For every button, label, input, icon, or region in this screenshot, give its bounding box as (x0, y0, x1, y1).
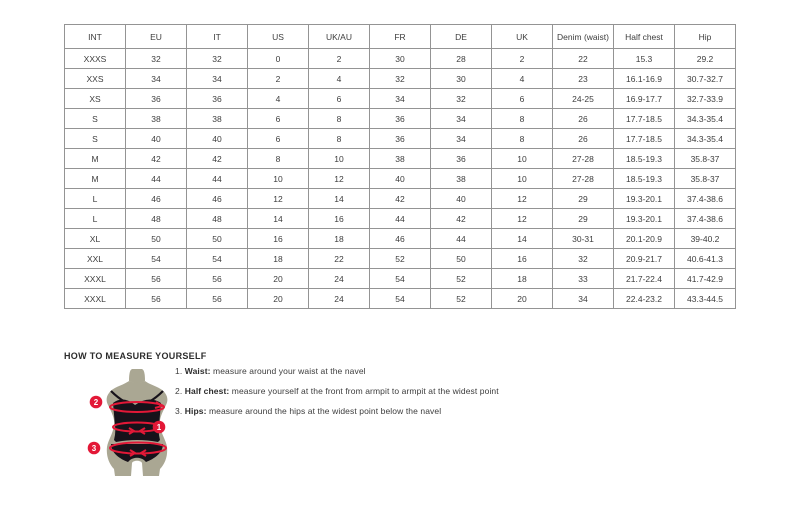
column-header: DE (431, 25, 492, 49)
size-value-cell: 16.9-17.7 (614, 89, 675, 109)
size-value-cell: 39-40.2 (675, 229, 736, 249)
size-value-cell: 29 (553, 209, 614, 229)
column-header: US (248, 25, 309, 49)
size-value-cell: 42 (126, 149, 187, 169)
size-value-cell: 38 (431, 169, 492, 189)
size-value-cell: 41.7-42.9 (675, 269, 736, 289)
measure-item-number: 2. (175, 386, 185, 396)
size-value-cell: 17.7-18.5 (614, 129, 675, 149)
size-label-cell: M (65, 169, 126, 189)
size-value-cell: 52 (431, 289, 492, 309)
size-value-cell: 43.3-44.5 (675, 289, 736, 309)
column-header: Hip (675, 25, 736, 49)
size-value-cell: 6 (492, 89, 553, 109)
size-value-cell: 32 (187, 49, 248, 69)
size-value-cell: 40 (370, 169, 431, 189)
measurement-figure (80, 368, 192, 483)
size-value-cell: 35.8-37 (675, 169, 736, 189)
size-value-cell: 32 (370, 69, 431, 89)
measure-item-text: measure around your waist at the navel (210, 366, 366, 376)
size-value-cell: 8 (492, 109, 553, 129)
size-label-cell: XXXL (65, 289, 126, 309)
size-label-cell: XXXS (65, 49, 126, 69)
size-value-cell: 48 (126, 209, 187, 229)
measure-item-term: Waist: (184, 366, 211, 376)
size-value-cell: 40 (431, 189, 492, 209)
size-value-cell: 40 (126, 129, 187, 149)
size-value-cell: 44 (431, 229, 492, 249)
size-value-cell: 24 (309, 269, 370, 289)
size-value-cell: 8 (492, 129, 553, 149)
size-value-cell: 20 (248, 289, 309, 309)
size-value-cell: 10 (248, 169, 309, 189)
size-value-cell: 10 (492, 169, 553, 189)
measure-list (175, 366, 499, 426)
size-value-cell: 24 (309, 289, 370, 309)
size-value-cell: 20.1-20.9 (614, 229, 675, 249)
size-value-cell: 4 (248, 89, 309, 109)
marker-waist (153, 421, 166, 434)
size-value-cell: 32 (126, 49, 187, 69)
size-value-cell: 18.5-19.3 (614, 169, 675, 189)
size-value-cell: 6 (248, 109, 309, 129)
size-label-cell: L (65, 209, 126, 229)
size-value-cell: 30 (431, 69, 492, 89)
size-value-cell: 26 (553, 129, 614, 149)
mannequin-illustration (80, 368, 192, 483)
size-value-cell: 29 (553, 189, 614, 209)
size-value-cell: 56 (187, 269, 248, 289)
size-value-cell: 34 (187, 69, 248, 89)
size-value-cell: 16 (248, 229, 309, 249)
size-value-cell: 32 (553, 249, 614, 269)
measure-item-text: measure around the hips at the widest point below the navel (206, 406, 442, 416)
size-value-cell: 20.9-21.7 (614, 249, 675, 269)
measure-item-number: 1. (175, 366, 185, 376)
size-label-cell: S (65, 129, 126, 149)
size-value-cell: 36 (431, 149, 492, 169)
size-value-cell: 0 (248, 49, 309, 69)
column-header: Half chest (614, 25, 675, 49)
table-header-row (65, 25, 736, 49)
size-label-cell: M (65, 149, 126, 169)
table-row (65, 129, 736, 149)
size-value-cell: 30.7-32.7 (675, 69, 736, 89)
size-value-cell: 2 (248, 69, 309, 89)
size-label-cell: XXXL (65, 269, 126, 289)
column-header: INT (65, 25, 126, 49)
size-value-cell: 34 (431, 129, 492, 149)
size-value-cell: 40 (187, 129, 248, 149)
size-value-cell: 18 (309, 229, 370, 249)
size-value-cell: 16 (309, 209, 370, 229)
size-value-cell: 33 (553, 269, 614, 289)
table-row (65, 69, 736, 89)
size-value-cell: 35.8-37 (675, 149, 736, 169)
size-value-cell: 46 (370, 229, 431, 249)
size-value-cell: 50 (187, 229, 248, 249)
size-value-cell: 22 (309, 249, 370, 269)
size-value-cell: 48 (187, 209, 248, 229)
table-row (65, 49, 736, 69)
size-chart-table (64, 24, 736, 309)
size-value-cell: 44 (187, 169, 248, 189)
size-value-cell: 54 (126, 249, 187, 269)
size-value-cell: 54 (370, 269, 431, 289)
size-value-cell: 14 (248, 209, 309, 229)
size-value-cell: 52 (431, 269, 492, 289)
size-value-cell: 44 (126, 169, 187, 189)
size-value-cell: 16 (492, 249, 553, 269)
size-value-cell: 4 (309, 69, 370, 89)
marker-chest (90, 396, 103, 409)
svg-text:1: 1 (156, 423, 162, 432)
size-value-cell: 30 (370, 49, 431, 69)
size-label-cell: XXL (65, 249, 126, 269)
size-value-cell: 19.3-20.1 (614, 189, 675, 209)
table-row (65, 109, 736, 129)
size-value-cell: 36 (370, 109, 431, 129)
size-value-cell: 54 (370, 289, 431, 309)
table-row (65, 89, 736, 109)
size-value-cell: 10 (309, 149, 370, 169)
size-value-cell: 19.3-20.1 (614, 209, 675, 229)
size-value-cell: 50 (431, 249, 492, 269)
measure-item-text: measure yourself at the front from armpit to armpit at the widest point (229, 386, 499, 396)
size-value-cell: 12 (309, 169, 370, 189)
column-header: IT (187, 25, 248, 49)
size-label-cell: L (65, 189, 126, 209)
swimsuit-top (113, 399, 161, 442)
size-value-cell: 16.1-16.9 (614, 69, 675, 89)
size-label-cell: XXS (65, 69, 126, 89)
table-row (65, 249, 736, 269)
size-value-cell: 12 (492, 209, 553, 229)
size-value-cell: 34 (370, 89, 431, 109)
table-row (65, 209, 736, 229)
size-value-cell: 8 (248, 149, 309, 169)
size-value-cell: 34.3-35.4 (675, 109, 736, 129)
table-row (65, 189, 736, 209)
size-value-cell: 38 (370, 149, 431, 169)
size-value-cell: 12 (248, 189, 309, 209)
size-value-cell: 12 (492, 189, 553, 209)
size-value-cell: 20 (492, 289, 553, 309)
size-value-cell: 32.7-33.9 (675, 89, 736, 109)
table-row (65, 269, 736, 289)
size-value-cell: 42 (431, 209, 492, 229)
size-value-cell: 14 (492, 229, 553, 249)
size-chart-section (64, 24, 736, 309)
size-value-cell: 50 (126, 229, 187, 249)
size-value-cell: 34.3-35.4 (675, 129, 736, 149)
size-value-cell: 54 (187, 249, 248, 269)
size-value-cell: 17.7-18.5 (614, 109, 675, 129)
size-value-cell: 22.4-23.2 (614, 289, 675, 309)
measure-item (175, 386, 499, 396)
size-value-cell: 44 (370, 209, 431, 229)
size-value-cell: 2 (309, 49, 370, 69)
measure-item-term: Hips: (184, 406, 207, 416)
size-value-cell: 32 (431, 89, 492, 109)
size-value-cell: 22 (553, 49, 614, 69)
size-value-cell: 34 (126, 69, 187, 89)
table-row (65, 229, 736, 249)
size-value-cell: 8 (309, 109, 370, 129)
marker-hips (88, 442, 101, 455)
size-value-cell: 37.4-38.6 (675, 209, 736, 229)
size-value-cell: 52 (370, 249, 431, 269)
size-value-cell: 26 (553, 109, 614, 129)
svg-text:3: 3 (91, 444, 97, 453)
column-header: Denim (waist) (553, 25, 614, 49)
size-value-cell: 56 (187, 289, 248, 309)
size-label-cell: XS (65, 89, 126, 109)
measure-item-term: Half chest: (184, 386, 230, 396)
measure-item (175, 406, 499, 416)
size-value-cell: 20 (248, 269, 309, 289)
size-value-cell: 29.2 (675, 49, 736, 69)
size-value-cell: 34 (431, 109, 492, 129)
column-header: UK/AU (309, 25, 370, 49)
size-value-cell: 21.7-22.4 (614, 269, 675, 289)
size-value-cell: 14 (309, 189, 370, 209)
size-value-cell: 46 (126, 189, 187, 209)
size-value-cell: 18 (492, 269, 553, 289)
size-value-cell: 6 (248, 129, 309, 149)
svg-text:2: 2 (93, 398, 99, 407)
size-value-cell: 27-28 (553, 169, 614, 189)
size-value-cell: 30-31 (553, 229, 614, 249)
size-value-cell: 46 (187, 189, 248, 209)
size-value-cell: 34 (553, 289, 614, 309)
size-value-cell: 38 (187, 109, 248, 129)
size-value-cell: 56 (126, 289, 187, 309)
column-header: FR (370, 25, 431, 49)
size-value-cell: 56 (126, 269, 187, 289)
measure-item-number: 3. (175, 406, 185, 416)
table-row (65, 149, 736, 169)
size-value-cell: 42 (370, 189, 431, 209)
size-value-cell: 36 (187, 89, 248, 109)
size-value-cell: 18.5-19.3 (614, 149, 675, 169)
size-value-cell: 38 (126, 109, 187, 129)
size-value-cell: 8 (309, 129, 370, 149)
measure-item (175, 366, 499, 376)
size-value-cell: 27-28 (553, 149, 614, 169)
size-value-cell: 24-25 (553, 89, 614, 109)
column-header: EU (126, 25, 187, 49)
size-value-cell: 18 (248, 249, 309, 269)
size-value-cell: 10 (492, 149, 553, 169)
size-value-cell: 40.6-41.3 (675, 249, 736, 269)
mannequin-neck (129, 369, 145, 383)
size-value-cell: 4 (492, 69, 553, 89)
size-label-cell: S (65, 109, 126, 129)
size-table-body (65, 49, 736, 309)
column-header: UK (492, 25, 553, 49)
size-value-cell: 2 (492, 49, 553, 69)
size-value-cell: 36 (370, 129, 431, 149)
table-row (65, 289, 736, 309)
size-value-cell: 37.4-38.6 (675, 189, 736, 209)
size-value-cell: 23 (553, 69, 614, 89)
measure-heading: HOW TO MEASURE YOURSELF (64, 351, 207, 361)
size-value-cell: 28 (431, 49, 492, 69)
size-value-cell: 6 (309, 89, 370, 109)
size-value-cell: 15.3 (614, 49, 675, 69)
size-label-cell: XL (65, 229, 126, 249)
size-value-cell: 36 (126, 89, 187, 109)
size-value-cell: 42 (187, 149, 248, 169)
table-row (65, 169, 736, 189)
